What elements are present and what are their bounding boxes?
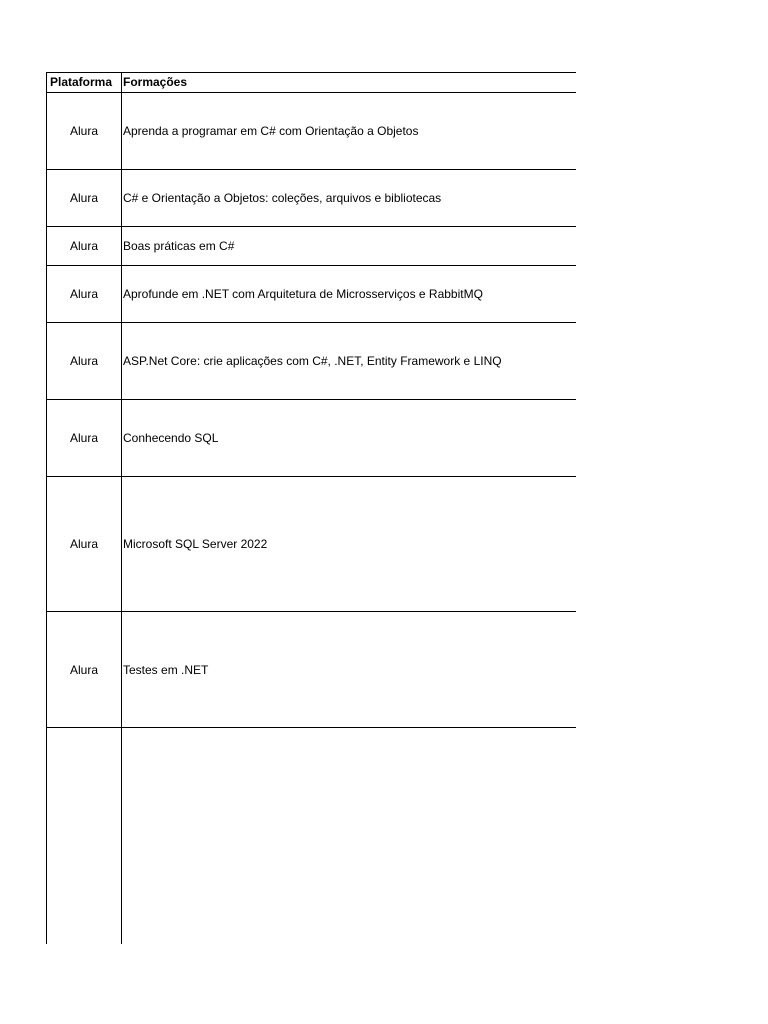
table-row xyxy=(47,323,577,400)
platform-cell: Alura xyxy=(47,477,122,612)
platform-cell: Alura xyxy=(47,323,122,400)
course-cell: C# e Orientação a Objetos: coleções, arquivos e bibliotecas xyxy=(122,170,577,227)
course-cell: Testes em .NET xyxy=(122,612,577,728)
course-cell: Boas práticas em C# xyxy=(122,227,577,266)
table-row xyxy=(47,93,577,170)
platform-cell: Alura xyxy=(47,93,122,170)
header-platform: Plataforma xyxy=(47,73,122,93)
table-row xyxy=(47,400,577,477)
platform-cell: Alura xyxy=(47,612,122,728)
course-cell: Aprenda a programar em C# com Orientação a Objetos xyxy=(122,93,577,170)
table-row xyxy=(47,227,577,266)
course-cell: Conhecendo SQL xyxy=(122,400,577,477)
course-cell: Aprofunde em .NET com Arquitetura de Microsserviços e RabbitMQ xyxy=(122,266,577,323)
table-header-row xyxy=(47,73,577,93)
platform-cell: Alura xyxy=(47,227,122,266)
header-courses: Formações xyxy=(122,73,577,93)
spreadsheet-page xyxy=(46,72,576,944)
table-row xyxy=(47,170,577,227)
table-row xyxy=(47,477,577,612)
empty-course-cell xyxy=(122,728,577,945)
table-row xyxy=(47,612,577,728)
courses-table xyxy=(46,72,576,944)
table-row xyxy=(47,266,577,323)
platform-cell: Alura xyxy=(47,170,122,227)
course-cell: ASP.Net Core: crie aplicações com C#, .NET, Entity Framework e LINQ xyxy=(122,323,577,400)
empty-platform-cell xyxy=(47,728,122,945)
empty-table-row xyxy=(47,728,577,945)
platform-cell: Alura xyxy=(47,266,122,323)
platform-cell: Alura xyxy=(47,400,122,477)
course-cell: Microsoft SQL Server 2022 xyxy=(122,477,577,612)
